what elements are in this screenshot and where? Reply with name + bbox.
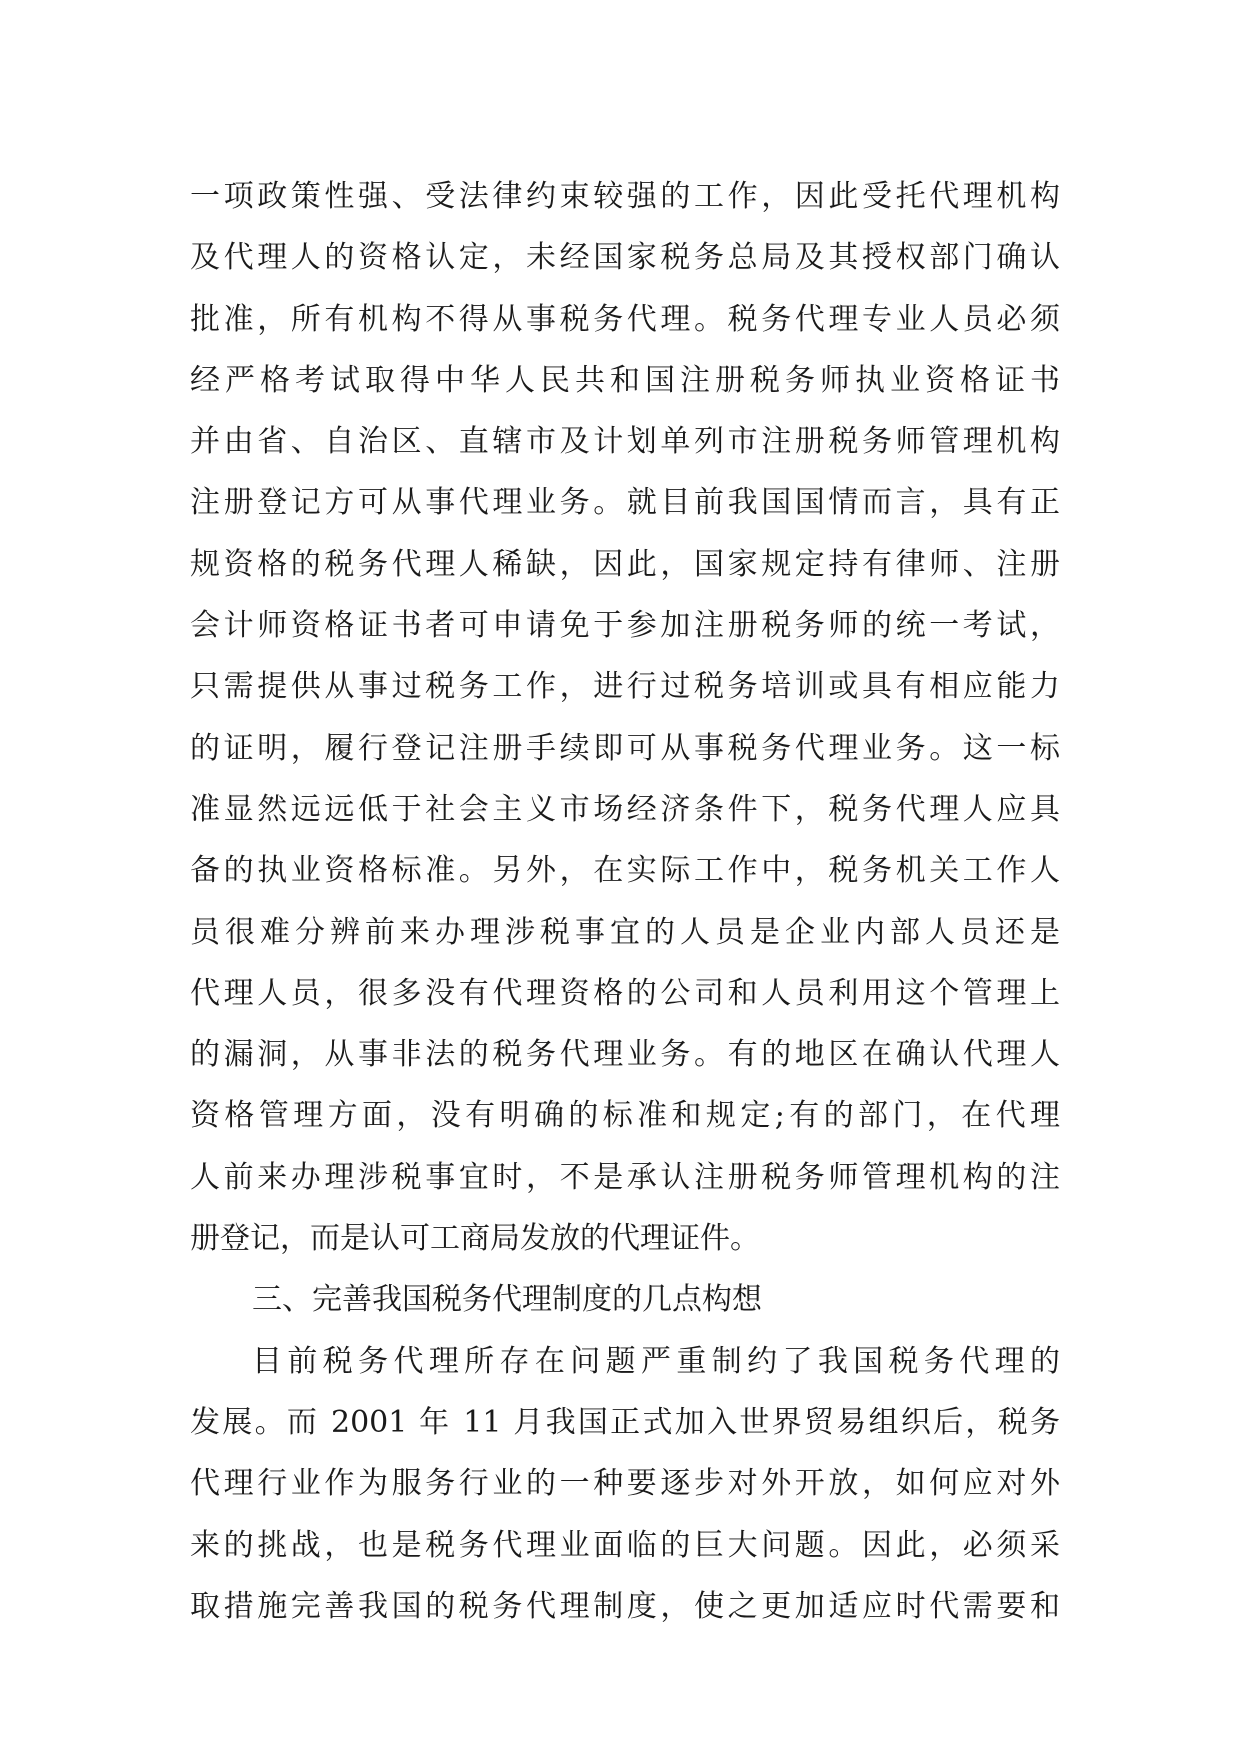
text-line: 员很难分辨前来办理涉税事宜的人员是企业内部人员还是: [190, 914, 1060, 950]
text-line: 代理行业作为服务行业的一种要逐步对外开放，如何应对外: [190, 1466, 1060, 1502]
text-line: 会计师资格证书者可申请免于参加注册税务师的统一考试，: [190, 608, 1060, 644]
text-line: 一项政策性强、受法律约束较强的工作，因此受托代理机构: [190, 179, 1060, 214]
text-line: 资格管理方面，没有明确的标准和规定;有的部门，在代理: [190, 1098, 1060, 1134]
text-line: 批准，所有机构不得从事税务代理。税务代理专业人员必须: [190, 301, 1060, 337]
text-line: 备的执业资格标准。另外，在实际工作中，税务机关工作人: [190, 853, 1060, 889]
text-line: 准显然远远低于社会主义市场经济条件下，税务代理人应具: [190, 791, 1060, 827]
text-line: 目前税务代理所存在问题严重制约了我国税务代理的: [252, 1343, 1060, 1379]
text-line: 取措施完善我国的税务代理制度，使之更加适应时代需要和: [190, 1588, 1060, 1624]
section-heading: 三、完善我国税务代理制度的几点构想: [252, 1282, 762, 1318]
text-line: 并由省、自治区、直辖市及计划单列市注册税务师管理机构: [190, 424, 1060, 460]
text-line: 的漏洞，从事非法的税务代理业务。有的地区在确认代理人: [190, 1037, 1060, 1073]
text-line: 代理人员，很多没有代理资格的公司和人员利用这个管理上: [190, 975, 1060, 1011]
text-line: 发展。而 2001 年 11 月我国正式加入世界贸易组织后，税务: [190, 1404, 1060, 1440]
text-line: 人前来办理涉税事宜时，不是承认注册税务师管理机构的注: [190, 1159, 1060, 1195]
text-line: 只需提供从事过税务工作，进行过税务培训或具有相应能力: [190, 669, 1060, 705]
text-line: 注册登记方可从事代理业务。就目前我国国情而言，具有正: [190, 485, 1060, 521]
text-line: 册登记，而是认可工商局发放的代理证件。: [190, 1221, 760, 1257]
text-line: 经严格考试取得中华人民共和国注册税务师执业资格证书: [190, 362, 1060, 398]
text-line: 的证明，履行登记注册手续即可从事税务代理业务。这一标: [190, 730, 1060, 766]
text-line: 规资格的税务代理人稀缺，因此，国家规定持有律师、注册: [190, 546, 1060, 582]
text-line: 及代理人的资格认定，未经国家税务总局及其授权部门确认: [190, 240, 1060, 276]
text-line: 来的挑战，也是税务代理业面临的巨大问题。因此，必须采: [190, 1527, 1060, 1563]
body-text: [190, 166, 1060, 1637]
